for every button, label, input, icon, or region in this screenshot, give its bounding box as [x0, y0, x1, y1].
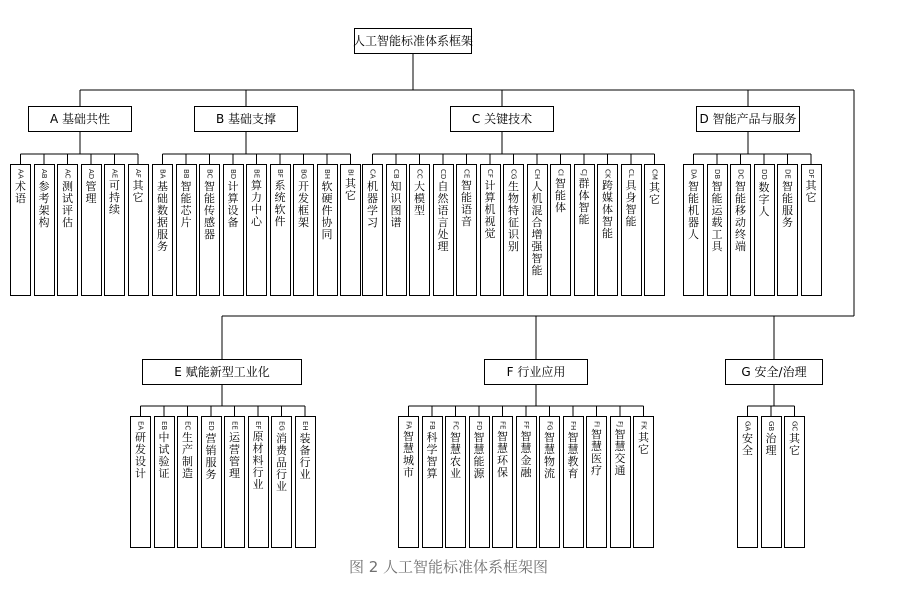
- category-label: B 基础支撑: [215, 112, 277, 126]
- leaf-label: 其 它: [345, 176, 356, 202]
- category-box-d: [696, 106, 800, 132]
- leaf-box: [730, 164, 751, 296]
- leaf-label: 智 慧 金 融: [520, 430, 532, 480]
- leaf-box: [761, 416, 782, 548]
- leaf-label: 智 能 芯 片: [180, 179, 192, 229]
- leaf-code: FJ: [616, 421, 624, 428]
- category-label: C 关键技术: [471, 112, 533, 126]
- leaf-box: [293, 164, 314, 296]
- leaf-label: 可 持 续: [109, 179, 120, 217]
- leaf-code: AE: [110, 169, 119, 179]
- leaf-box: [201, 416, 222, 548]
- leaf-code: CH: [533, 169, 541, 180]
- leaf-code: CK: [603, 169, 612, 179]
- leaf-label: 智 慧 教 育: [567, 431, 579, 481]
- leaf-label: 其 它: [649, 180, 660, 206]
- leaf-box: [362, 164, 383, 296]
- category-label: E 赋能新型工业化: [174, 365, 270, 379]
- leaf-label: 人 机 混 合 增 强 智 能: [531, 180, 543, 278]
- category-box-c: [450, 106, 554, 132]
- leaf-label: 智 慧 物 流: [544, 431, 555, 481]
- leaf-code: GC: [790, 421, 799, 432]
- leaf-box: [398, 416, 419, 548]
- leaf-code: FB: [428, 421, 436, 430]
- leaf-label: 智 慧 城 市: [403, 430, 414, 480]
- leaf-box: [610, 416, 631, 548]
- leaf-box: [480, 164, 501, 296]
- leaf-box: [516, 416, 537, 548]
- leaf-box: [295, 416, 316, 548]
- leaf-code: BC: [205, 169, 214, 179]
- leaf-label: 开 发 框 架: [298, 180, 309, 230]
- category-box-g: [725, 359, 823, 385]
- leaf-code: GA: [743, 421, 752, 432]
- leaf-box: [10, 164, 31, 296]
- leaf-label: 其 它: [638, 430, 649, 456]
- leaf-label: 智 慧 环 保: [497, 430, 508, 480]
- figure-caption: 图 2 人工智能标准体系框架图: [348, 558, 549, 576]
- leaf-code: FE: [498, 421, 507, 430]
- leaf-label: 智 能 运 载 工 具: [711, 180, 723, 254]
- leaf-code: CA: [368, 169, 377, 179]
- category-label: A 基础共性: [49, 112, 111, 126]
- leaf-label: 消 费 品 行 业: [276, 431, 287, 493]
- leaf-label: 计 算 设 备: [227, 180, 239, 230]
- category-label: F 行业应用: [506, 365, 566, 379]
- leaf-code: BA: [158, 169, 167, 179]
- leaf-label: 智 慧 农 业: [450, 430, 461, 480]
- leaf-box: [270, 164, 291, 296]
- leaf-label: 其 它: [132, 178, 144, 204]
- leaf-box: [248, 416, 269, 548]
- leaf-box: [422, 416, 443, 548]
- leaf-box: [621, 164, 642, 296]
- leaf-code: EA: [136, 421, 145, 431]
- leaf-box: [130, 416, 151, 548]
- leaf-code: CD: [439, 169, 447, 180]
- leaf-label: 参 考 架 构: [38, 179, 50, 229]
- leaf-code: CE: [462, 169, 471, 179]
- leaf-label: 智 能 传 感 器: [204, 179, 215, 241]
- category-box-a: [28, 106, 132, 132]
- leaf-label: 自 然 语 言 处 理: [437, 180, 449, 254]
- leaf-code: FD: [475, 421, 483, 431]
- leaf-code: BI: [346, 169, 355, 176]
- leaf-box: [176, 164, 197, 296]
- leaf-label: 管 理: [85, 180, 97, 206]
- leaf-box: [737, 416, 758, 548]
- leaf-box: [409, 164, 430, 296]
- leaf-box: [784, 416, 805, 548]
- leaf-code: AC: [63, 169, 72, 179]
- leaf-code: CF: [486, 169, 494, 178]
- leaf-code: CM: [650, 169, 659, 180]
- leaf-box: [527, 164, 548, 296]
- leaf-label: 基 础 数 据 服 务: [157, 179, 168, 253]
- leaf-code: DD: [760, 169, 768, 180]
- leaf-label: 智 慧 能 源: [473, 431, 485, 481]
- leaf-code: GB: [767, 421, 775, 432]
- leaf-box: [707, 164, 728, 296]
- leaf-box: [445, 416, 466, 548]
- leaf-box: [597, 164, 618, 296]
- leaf-code: EE: [230, 421, 239, 430]
- leaf-code: BD: [229, 169, 237, 180]
- leaf-box: [586, 416, 607, 548]
- leaf-label: 智 慧 医 疗: [591, 428, 602, 478]
- category-label: D 智能产品与服务: [699, 112, 797, 126]
- leaf-box: [154, 416, 175, 548]
- leaf-code: DC: [736, 169, 745, 180]
- leaf-code: CJ: [580, 169, 588, 176]
- leaf-label: 智 能 移 动 终 端: [735, 180, 746, 254]
- leaf-box: [539, 416, 560, 548]
- leaf-code: DE: [783, 169, 792, 179]
- category-box-b: [194, 106, 298, 132]
- leaf-label: 智 能 机 器 人: [688, 180, 699, 242]
- leaf-label: 智 能 服 务: [782, 179, 793, 229]
- category-label: G 安全/治理: [741, 365, 807, 379]
- leaf-label: 知 识 图 谱: [390, 179, 402, 229]
- leaf-box: [81, 164, 102, 296]
- leaf-code: EH: [301, 421, 309, 431]
- leaf-label: 智 能 语 音: [461, 179, 472, 229]
- leaf-code: FI: [592, 421, 601, 428]
- root-title: 人工智能标准体系框架: [353, 34, 474, 48]
- leaf-label: 软 硬 件 协 同: [321, 180, 333, 242]
- leaf-code: BG: [299, 169, 308, 180]
- leaf-label: 其 它: [789, 432, 800, 458]
- leaf-code: BF: [276, 169, 284, 178]
- leaf-label: 中 试 验 证: [158, 431, 170, 481]
- leaf-label: 研 发 设 计: [135, 431, 146, 481]
- leaf-box: [386, 164, 407, 296]
- category-box-e: [142, 359, 302, 385]
- leaf-code: EF: [254, 421, 262, 430]
- leaf-label: 计 算 机 视 觉: [484, 178, 496, 240]
- leaf-box: [246, 164, 267, 296]
- leaf-label: 安 全: [742, 432, 753, 458]
- leaf-box: [633, 416, 654, 548]
- leaf-box: [801, 164, 822, 296]
- leaf-code: DB: [713, 169, 721, 180]
- leaf-box: [223, 164, 244, 296]
- leaf-label: 智 慧 交 通: [614, 428, 626, 478]
- leaf-code: BE: [252, 169, 261, 179]
- leaf-box: [224, 416, 245, 548]
- leaf-box: [492, 416, 513, 548]
- category-box-f: [484, 359, 588, 385]
- leaf-label: 数 字 人: [758, 180, 770, 218]
- leaf-code: CL: [627, 169, 635, 178]
- leaf-box: [152, 164, 173, 296]
- leaf-label: 其 它: [805, 179, 817, 205]
- leaf-box: [754, 164, 775, 296]
- leaf-box: [683, 164, 704, 296]
- leaf-box: [644, 164, 665, 296]
- leaf-code: FK: [639, 421, 648, 430]
- leaf-box: [503, 164, 524, 296]
- leaf-code: BB: [182, 169, 190, 179]
- leaf-code: FC: [451, 421, 460, 430]
- leaf-code: CI: [556, 169, 565, 176]
- root-box: [354, 28, 472, 54]
- leaf-code: AA: [16, 169, 25, 179]
- leaf-box: [199, 164, 220, 296]
- leaf-code: DF: [807, 169, 815, 179]
- leaf-box: [456, 164, 477, 296]
- leaf-code: FH: [569, 421, 577, 431]
- leaf-code: AB: [40, 169, 48, 179]
- leaf-label: 跨 媒 体 智 能: [602, 179, 613, 241]
- leaf-label: 营 销 服 务: [205, 431, 217, 481]
- leaf-code: EB: [160, 421, 168, 431]
- leaf-label: 群 体 智 能: [578, 176, 590, 226]
- leaf-label: 系 统 软 件: [274, 178, 286, 228]
- leaf-code: DA: [689, 169, 698, 180]
- leaf-label: 测 试 评 估: [62, 179, 73, 229]
- leaf-code: EG: [277, 421, 286, 431]
- leaf-code: CB: [392, 169, 400, 179]
- leaf-box: [469, 416, 490, 548]
- leaf-label: 科 学 智 算: [426, 430, 438, 480]
- leaf-label: 术 语: [15, 179, 26, 205]
- leaf-box: [128, 164, 149, 296]
- leaf-box: [177, 416, 198, 548]
- leaf-label: 生 物 特 征 识 别: [508, 180, 519, 254]
- leaf-code: AD: [87, 169, 95, 180]
- leaf-box: [563, 416, 584, 548]
- leaf-code: CG: [509, 169, 518, 180]
- leaf-box: [340, 164, 361, 296]
- leaf-box: [550, 164, 571, 296]
- leaf-label: 生 产 制 造: [182, 431, 193, 481]
- leaf-code: CC: [415, 169, 424, 179]
- leaf-box: [777, 164, 798, 296]
- leaf-code: FF: [522, 421, 530, 430]
- leaf-label: 原 材 料 行 业: [252, 430, 264, 492]
- leaf-label: 机 器 学 习: [367, 179, 378, 229]
- leaf-label: 智 能 体: [555, 176, 566, 214]
- leaf-box: [34, 164, 55, 296]
- leaf-box: [574, 164, 595, 296]
- leaf-code: EC: [183, 421, 192, 431]
- leaf-label: 算 力 中 心: [251, 179, 262, 229]
- leaf-label: 大 模 型: [414, 179, 425, 217]
- leaf-code: ED: [207, 421, 215, 431]
- leaf-code: FA: [404, 421, 413, 430]
- leaf-box: [104, 164, 125, 296]
- leaf-box: [271, 416, 292, 548]
- leaf-code: FG: [545, 421, 554, 431]
- leaf-box: [57, 164, 78, 296]
- leaf-box: [317, 164, 338, 296]
- leaf-code: BH: [323, 169, 331, 180]
- leaf-code: AF: [134, 169, 142, 178]
- leaf-label: 运 营 管 理: [229, 430, 240, 480]
- leaf-label: 具 身 智 能: [625, 178, 637, 228]
- leaf-box: [433, 164, 454, 296]
- leaf-label: 治 理: [765, 432, 777, 458]
- leaf-label: 装 备 行 业: [299, 431, 311, 481]
